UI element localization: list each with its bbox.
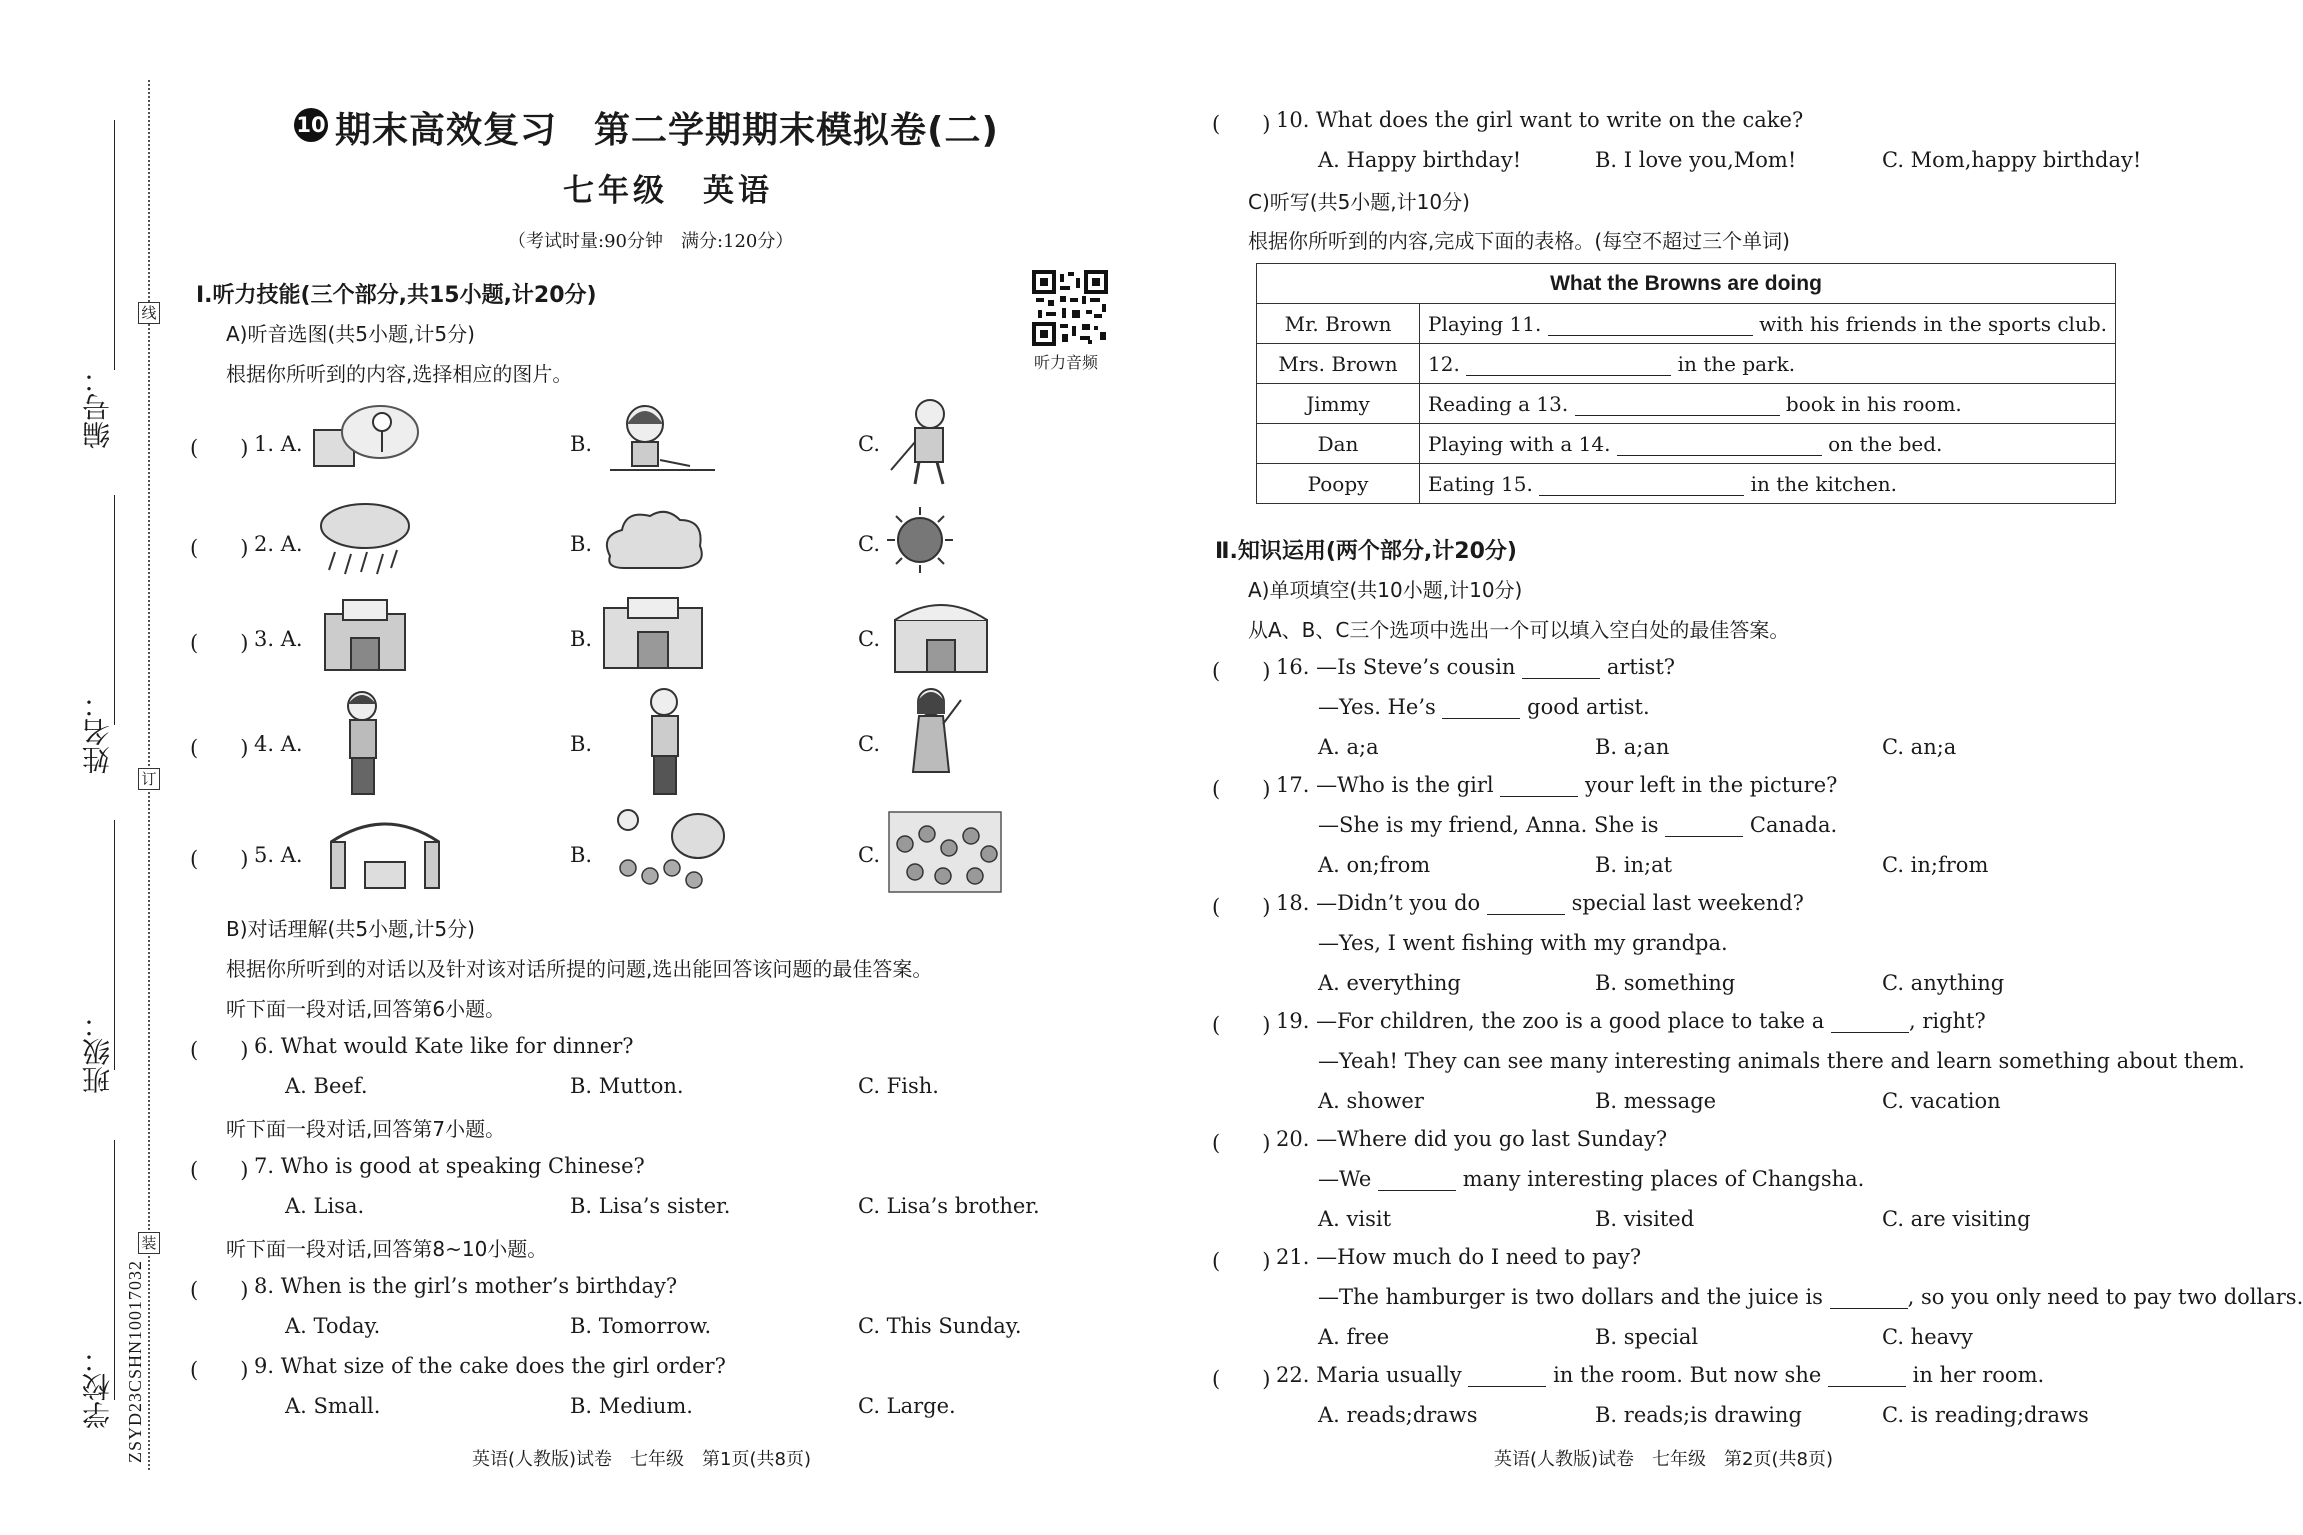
table-row — [1257, 304, 2116, 344]
q21-line1: 21. —How much do I need to pay? — [1276, 1245, 1642, 1269]
q16-line1: 16. —Is Steve’s cousin artist? — [1276, 655, 1676, 679]
q10-option-c: C. Mom,happy birthday! — [1882, 148, 2142, 172]
q2-picture-b[interactable] — [600, 506, 710, 580]
q21-option-c: C. heavy — [1882, 1325, 1973, 1349]
q4-picture-a[interactable] — [330, 690, 400, 804]
school-label: 学校： — [81, 1345, 114, 1429]
answer-bracket-10[interactable]: ( ) — [1212, 112, 1271, 136]
q22-option-b: B. reads;is drawing — [1595, 1403, 1802, 1427]
q5-picture-a[interactable] — [325, 812, 445, 896]
q19-option-c: C. vacation — [1882, 1089, 2001, 1113]
q6-option-a: A. Beef. — [285, 1074, 368, 1098]
answer-bracket-18[interactable]: ( ) — [1212, 895, 1271, 919]
q17-line2: —She is my friend, Anna. She is Canada. — [1318, 813, 1838, 837]
answer-bracket-2[interactable]: ( ) — [190, 536, 249, 560]
answer-bracket-3[interactable]: ( ) — [190, 631, 249, 655]
row-name: Mrs. Brown — [1257, 344, 1420, 384]
section2-title: Ⅱ.知识运用(两个部分,计20分) — [1215, 539, 1517, 564]
q18-line1: 18. —Didn’t you do special last weekend? — [1276, 891, 1804, 915]
q3-option-b: B. — [570, 627, 593, 651]
q5-option-c: C. — [858, 843, 880, 867]
q20-line1: 20. —Where did you go last Sunday? — [1276, 1127, 1668, 1151]
q20-option-a: A. visit — [1318, 1207, 1392, 1231]
q17-option-c: C. in;from — [1882, 853, 1989, 877]
q19-option-a: A. shower — [1318, 1089, 1424, 1113]
q6-option-b: B. Mutton. — [570, 1074, 684, 1098]
q17-option-b: B. in;at — [1595, 853, 1673, 877]
blank-15[interactable] — [1539, 475, 1744, 496]
row-name: Dan — [1257, 424, 1420, 464]
section1-title: Ⅰ.听力技能(三个部分,共15小题,计20分) — [196, 283, 597, 308]
table-title: What the Browns are doing — [1257, 264, 2116, 304]
q16-option-a: A. a;a — [1318, 735, 1379, 759]
q20-line2: —We many interesting places of Changsha. — [1318, 1167, 1865, 1191]
listen-6: 听下面一段对话,回答第6小题。 — [226, 997, 506, 1021]
grade-subject: 七年级 英语 — [563, 173, 773, 209]
row-name: Jimmy — [1257, 384, 1420, 424]
answer-bracket-19[interactable]: ( ) — [1212, 1013, 1271, 1037]
table-row — [1257, 424, 2116, 464]
q2-option-c: C. — [858, 532, 880, 556]
q21-option-a: A. free — [1318, 1325, 1390, 1349]
answer-bracket-8[interactable]: ( ) — [190, 1278, 249, 1302]
q21-option-b: B. special — [1595, 1325, 1699, 1349]
q17-option-a: A. on;from — [1318, 853, 1431, 877]
partB-instruction: 根据你所听到的对话以及针对该对话所提的问题,选出能回答该问题的最佳答案。 — [226, 957, 933, 981]
page-title: 期末高效复习 第二学期期末模拟卷(二) — [335, 110, 999, 151]
q8-text: 8. When is the girl’s mother’s birthday? — [254, 1274, 678, 1298]
row-content: Playing 11. with his friends in the sports club. — [1420, 304, 2116, 344]
browns-table — [1256, 263, 2116, 504]
answer-bracket-20[interactable]: ( ) — [1212, 1131, 1271, 1155]
q2-picture-c[interactable] — [885, 505, 955, 579]
answer-bracket-22[interactable]: ( ) — [1212, 1367, 1271, 1391]
q6-option-c: C. Fish. — [858, 1074, 939, 1098]
q18-option-c: C. anything — [1882, 971, 2005, 995]
blank-11[interactable] — [1548, 315, 1753, 336]
q1-option-c: C. — [858, 432, 880, 456]
q5-option-b: B. — [570, 843, 593, 867]
qr-code[interactable] — [1032, 270, 1108, 346]
q4-picture-b[interactable] — [632, 686, 702, 802]
q1-option-b: B. — [570, 432, 593, 456]
footer-right: 英语(人教版)试卷 七年级 第2页(共8页) — [1494, 1449, 1833, 1470]
exam-info: （考试时量:90分钟 满分:120分） — [508, 231, 794, 252]
q5-label: 5. A. — [254, 843, 303, 867]
row-content: Playing with a 14. on the bed. — [1420, 424, 2116, 464]
answer-bracket-9[interactable]: ( ) — [190, 1358, 249, 1382]
row-content: Reading a 13. book in his room. — [1420, 384, 2116, 424]
answer-bracket-16[interactable]: ( ) — [1212, 659, 1271, 683]
q4-picture-c[interactable] — [895, 686, 965, 802]
row-name: Poopy — [1257, 464, 1420, 504]
listen-8: 听下面一段对话,回答第8~10小题。 — [226, 1237, 548, 1261]
binding-mark-ding: 订 — [138, 768, 160, 790]
partC-title: C)听写(共5小题,计10分) — [1248, 190, 1470, 214]
answer-bracket-21[interactable]: ( ) — [1212, 1249, 1271, 1273]
number-write-line[interactable] — [114, 120, 115, 370]
q8-option-c: C. This Sunday. — [858, 1314, 1022, 1338]
q2-picture-a[interactable] — [315, 500, 415, 584]
qr-caption: 听力音频 — [1034, 353, 1099, 372]
partB-title: B)对话理解(共5小题,计5分) — [226, 917, 475, 941]
blank-14[interactable] — [1617, 435, 1822, 456]
q10-option-b: B. I love you,Mom! — [1595, 148, 1797, 172]
q2-option-b: B. — [570, 532, 593, 556]
q7-text: 7. Who is good at speaking Chinese? — [254, 1154, 645, 1178]
q2-label: 2. A. — [254, 532, 303, 556]
answer-bracket-5[interactable]: ( ) — [190, 847, 249, 871]
q4-option-c: C. — [858, 732, 880, 756]
q18-option-a: A. everything — [1318, 971, 1461, 995]
partA2-title: A)单项填空(共10小题,计10分) — [1248, 578, 1523, 602]
answer-bracket-1[interactable]: ( ) — [190, 436, 249, 460]
table-row — [1257, 384, 2116, 424]
q18-line2: —Yes, I went fishing with my grandpa. — [1318, 931, 1728, 955]
q5-picture-c[interactable] — [885, 804, 1005, 900]
partC-instruction: 根据你所听到的内容,完成下面的表格。(每空不超过三个单词) — [1248, 229, 1790, 253]
table-row — [1257, 464, 2116, 504]
q16-option-c: C. an;a — [1882, 735, 1957, 759]
q21-line2: —The hamburger is two dollars and the juice is , so you only need to pay two dollars. — [1318, 1285, 2303, 1309]
class-label: 班级： — [81, 1010, 114, 1094]
row-name: Mr. Brown — [1257, 304, 1420, 344]
q10-text: 10. What does the girl want to write on the cake? — [1276, 108, 1804, 132]
footer-left: 英语(人教版)试卷 七年级 第1页(共8页) — [472, 1449, 811, 1470]
q22-option-c: C. is reading;draws — [1882, 1403, 2089, 1427]
q9-text: 9. What size of the cake does the girl order? — [254, 1354, 726, 1378]
q3-option-c: C. — [858, 627, 880, 651]
answer-bracket-17[interactable]: ( ) — [1212, 777, 1271, 801]
partA-instruction: 根据你所听到的内容,选择相应的图片。 — [226, 362, 573, 386]
q19-option-b: B. message — [1595, 1089, 1717, 1113]
answer-bracket-4[interactable]: ( ) — [190, 736, 249, 760]
q9-option-b: B. Medium. — [570, 1394, 693, 1418]
q19-line1: 19. —For children, the zoo is a good place to take a , right? — [1276, 1009, 1986, 1033]
q3-picture-b[interactable] — [598, 592, 708, 676]
q5-picture-b[interactable] — [598, 806, 728, 900]
binding-mark-xian: 线 — [138, 302, 160, 324]
q9-option-c: C. Large. — [858, 1394, 956, 1418]
partA2-instruction: 从A、B、C三个选项中选出一个可以填入空白处的最佳答案。 — [1248, 618, 1790, 642]
q22-line1: 22. Maria usually in the room. But now she in her room. — [1276, 1363, 2045, 1387]
badge-number: 10 — [294, 108, 328, 142]
q3-picture-a[interactable] — [315, 594, 415, 678]
q16-line2: —Yes. He’s good artist. — [1318, 695, 1650, 719]
q16-option-b: B. a;an — [1595, 735, 1670, 759]
answer-bracket-6[interactable]: ( ) — [190, 1038, 249, 1062]
listen-7: 听下面一段对话,回答第7小题。 — [226, 1117, 506, 1141]
q20-option-c: C. are visiting — [1882, 1207, 2031, 1231]
q18-option-b: B. something — [1595, 971, 1736, 995]
q1-picture-b[interactable] — [600, 398, 720, 482]
table-row — [1257, 344, 2116, 384]
binding-mark-zhuang: 装 — [138, 1232, 160, 1254]
q1-label: 1. A. — [254, 432, 303, 456]
q17-line1: 17. —Who is the girl your left in the picture? — [1276, 773, 1838, 797]
partA-title: A)听音选图(共5小题,计5分) — [226, 322, 475, 346]
answer-bracket-7[interactable]: ( ) — [190, 1158, 249, 1182]
q8-option-a: A. Today. — [285, 1314, 381, 1338]
q3-picture-c[interactable] — [885, 590, 995, 678]
row-content: Eating 15. in the kitchen. — [1420, 464, 2116, 504]
name-label: 姓名： — [81, 690, 114, 774]
q6-text: 6. What would Kate like for dinner? — [254, 1034, 634, 1058]
q4-label: 4. A. — [254, 732, 303, 756]
q19-line2: —Yeah! They can see many interesting animals there and learn something about them. — [1318, 1049, 2245, 1073]
q1-picture-a[interactable] — [310, 400, 420, 474]
q9-option-a: A. Small. — [285, 1394, 381, 1418]
q4-option-b: B. — [570, 732, 593, 756]
q22-option-a: A. reads;draws — [1318, 1403, 1478, 1427]
q1-picture-c[interactable] — [885, 396, 965, 490]
number-label: 编号： — [81, 365, 114, 449]
serial-number: ZSYD23CSHN10017032 — [125, 1260, 145, 1464]
q7-option-c: C. Lisa’s brother. — [858, 1194, 1040, 1218]
q20-option-b: B. visited — [1595, 1207, 1695, 1231]
row-content: 12. in the park. — [1420, 344, 2116, 384]
q7-option-a: A. Lisa. — [285, 1194, 365, 1218]
q7-option-b: B. Lisa’s sister. — [570, 1194, 731, 1218]
q10-option-a: A. Happy birthday! — [1318, 148, 1522, 172]
blank-13[interactable] — [1575, 395, 1780, 416]
q8-option-b: B. Tomorrow. — [570, 1314, 712, 1338]
blank-12[interactable] — [1466, 355, 1671, 376]
q3-label: 3. A. — [254, 627, 303, 651]
